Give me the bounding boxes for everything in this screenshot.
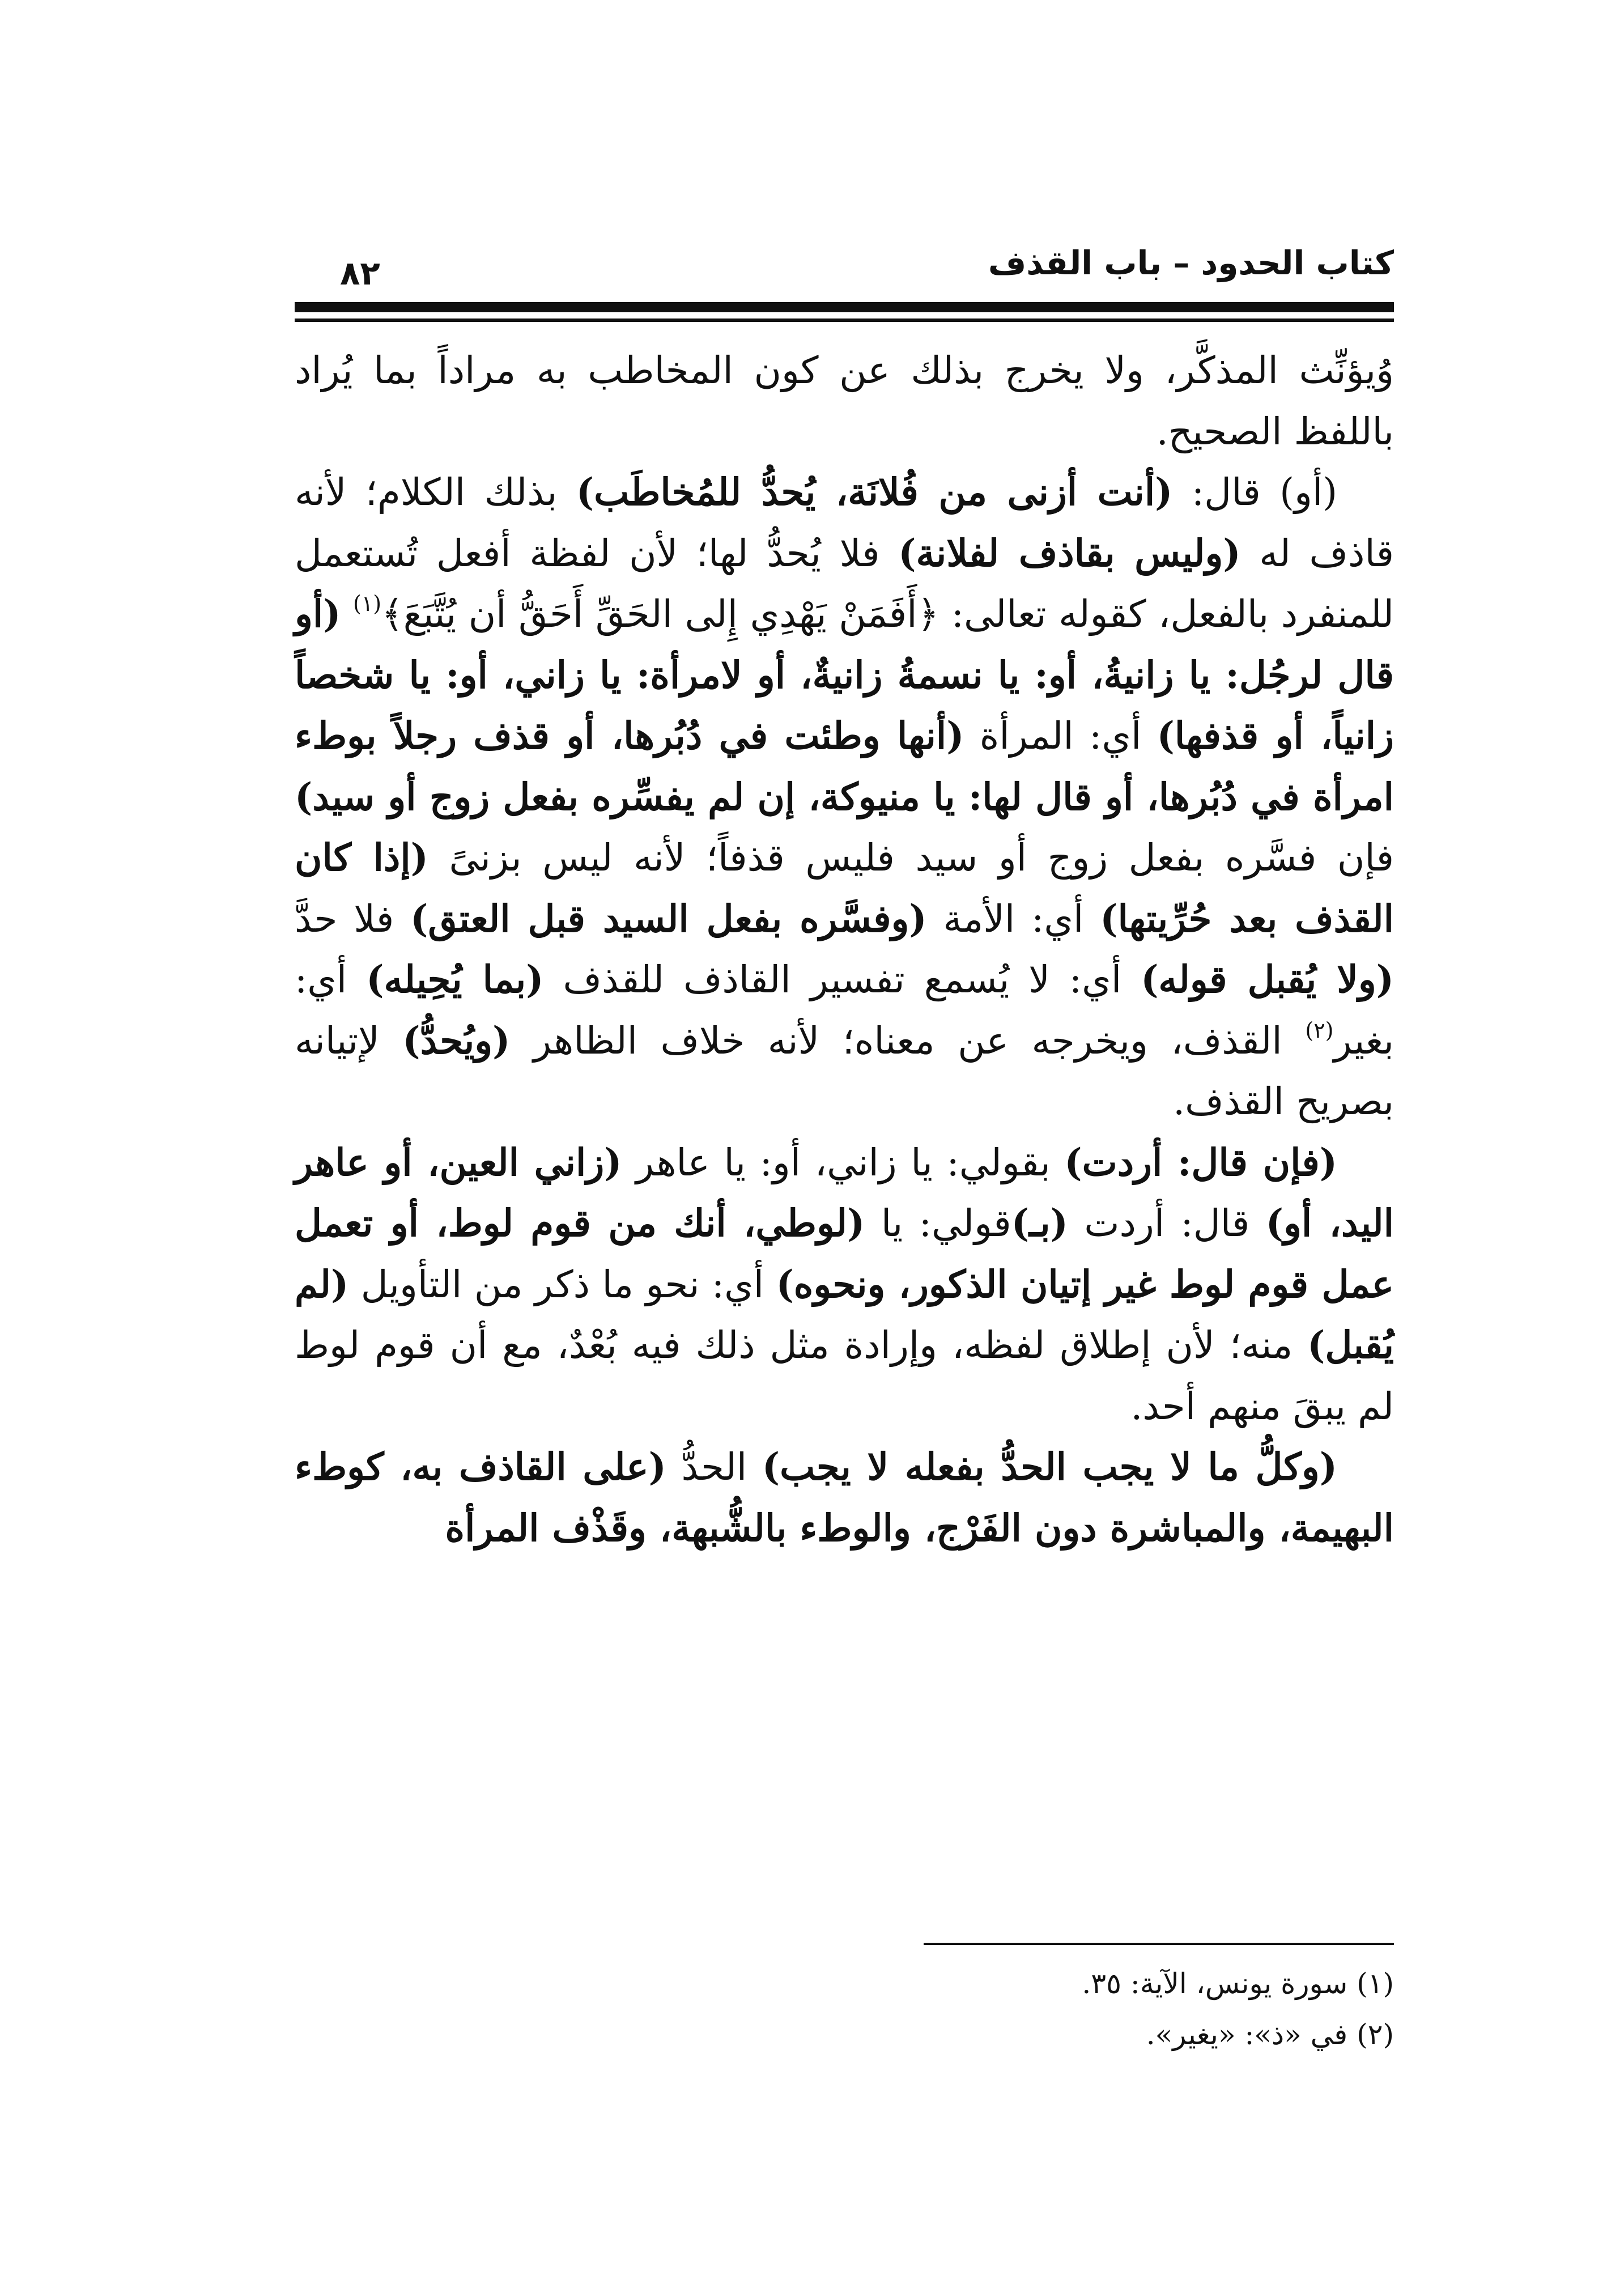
bold-run: (بما يُحِيله)	[366, 957, 544, 1001]
page-number: ٨٢	[340, 254, 380, 292]
text-run: أي: المرأة	[964, 714, 1157, 758]
footnote-1: (١) سورة يونس، الآية: ٣٥.	[1082, 1967, 1394, 2000]
text-run: بذلك الكلام؛ لأنه قاذف له	[295, 470, 1394, 575]
running-title: كتاب الحدود – باب القذف	[988, 244, 1394, 282]
bold-run: (وكلُّ ما لا يجب الحدُّ بفعله لا يجب)	[762, 1445, 1338, 1489]
paragraph-3	[295, 1132, 1394, 1437]
bold-run: (ولا يُقبل قوله)	[1141, 957, 1394, 1001]
text-run: أي: لا يُسمع تفسير القاذف للقذف	[543, 958, 1141, 1001]
bold-run: (أو قال لرجُل: يا زانيةُ، أو: يا نسمةُ زانيةٌ، أو لامرأة: يا زاني، أو: يا شخصاً زانياً، أو قذفها)	[295, 592, 1394, 758]
bold-run: (أنت أزنى من فُلانَة، يُحدُّ للمُخاطَب)	[576, 470, 1173, 514]
bold-run: (على القاذف به، كوطء البهيمة، والمباشرة دون الفَرْج، والوطء بالشُّبهة، وقَذْف المرأة	[295, 1445, 1394, 1550]
bold-run: (لم يُقبل)	[295, 1262, 1394, 1367]
paragraph-4	[295, 1437, 1394, 1559]
bold-run: (إذا كان القذف بعد حُرِّيتها)	[295, 835, 1394, 941]
bold-run: (بـ)	[1011, 1201, 1068, 1245]
text-run: فلا حدَّ	[295, 897, 411, 941]
page-header	[295, 238, 1394, 306]
text-run: (أو) قال:	[1172, 470, 1337, 514]
text-run: أي: الأمة	[926, 897, 1100, 941]
bold-run: (ويُحدُّ)	[402, 1018, 511, 1063]
paragraph-1: وُيؤنِّث المذكَّر، ولا يخرج بذلك عن كون المخاطب به مراداً بما يُراد باللفظ الصحيح.	[295, 349, 1394, 453]
text-run: القذف، ويخرجه عن معناه؛ لأنه خلاف الظاهر	[510, 1018, 1306, 1063]
bold-run: (لوطي، أنك من قوم لوط، أو تعمل عمل قوم لوط غير إتيان الذكور، ونحوه)	[295, 1201, 1395, 1306]
bold-run: (زاني العين، أو عاهر اليد، أو)	[295, 1140, 1394, 1245]
bold-run: (فإن قال: أردت)	[1064, 1140, 1337, 1184]
text-run: لإتيانه بصريح القذف.	[295, 1018, 1394, 1123]
bold-run: (أنها وطئت في دُبُرها، أو قذف رجلاً بوطء امرأة في دُبُرها، أو قال لها: يا منيوكة، إن لم يفسِّره بفعل زوج أو سيد)	[295, 714, 1394, 819]
footnote-ref-1[interactable]: (١)	[353, 591, 382, 616]
text-run: أي: بغير	[295, 958, 1394, 1063]
footnote-ref-2[interactable]: (٢)	[1305, 1017, 1334, 1043]
text-run: منه؛ لأن إطلاق لفظه، وإرادة مثل ذلك فيه بُعْدٌ، مع أن قوم لوط لم يبقَ منهم أحد.	[295, 1323, 1394, 1428]
footnote-separator	[924, 1943, 1394, 1945]
text-run: بقولي: يا زاني، أو: يا عاهر	[622, 1140, 1065, 1184]
header-rule-thin	[295, 319, 1394, 322]
text-run: قولي: يا	[865, 1201, 1011, 1245]
text-run: أي: نحو ما ذكر من التأويل	[348, 1262, 776, 1306]
text-run: فإن فسَّره بفعل زوج أو سيد فليس قذفاً؛ لأنه ليس بزنىً	[428, 836, 1394, 880]
text-run: قال: أردت	[1068, 1201, 1266, 1245]
bold-run: (وليس بقاذف لفلانة)	[898, 530, 1241, 575]
footnotes	[680, 1958, 1394, 2060]
text-run: فلا يُحدُّ لها؛ لأن لفظة أفعل تُستعمل للمنفرد بالفعل، كقوله تعالى: ﴿أَفَمَنْ يَهْدِي إِلى الحَقِّ أَحَقُّ أن يُتَّبَعَ﴾	[295, 531, 1394, 636]
text-run: الحدُّ	[666, 1445, 762, 1489]
bold-run: (وفسَّره بفعل السيد قبل العتق)	[410, 896, 927, 941]
text-run	[341, 592, 353, 636]
footnote-2: (٢) في «ذ»: «يغير».	[1146, 2018, 1394, 2051]
body-text	[295, 340, 1394, 1559]
header-rule-thick	[295, 302, 1394, 312]
paragraph-2	[295, 462, 1394, 1132]
